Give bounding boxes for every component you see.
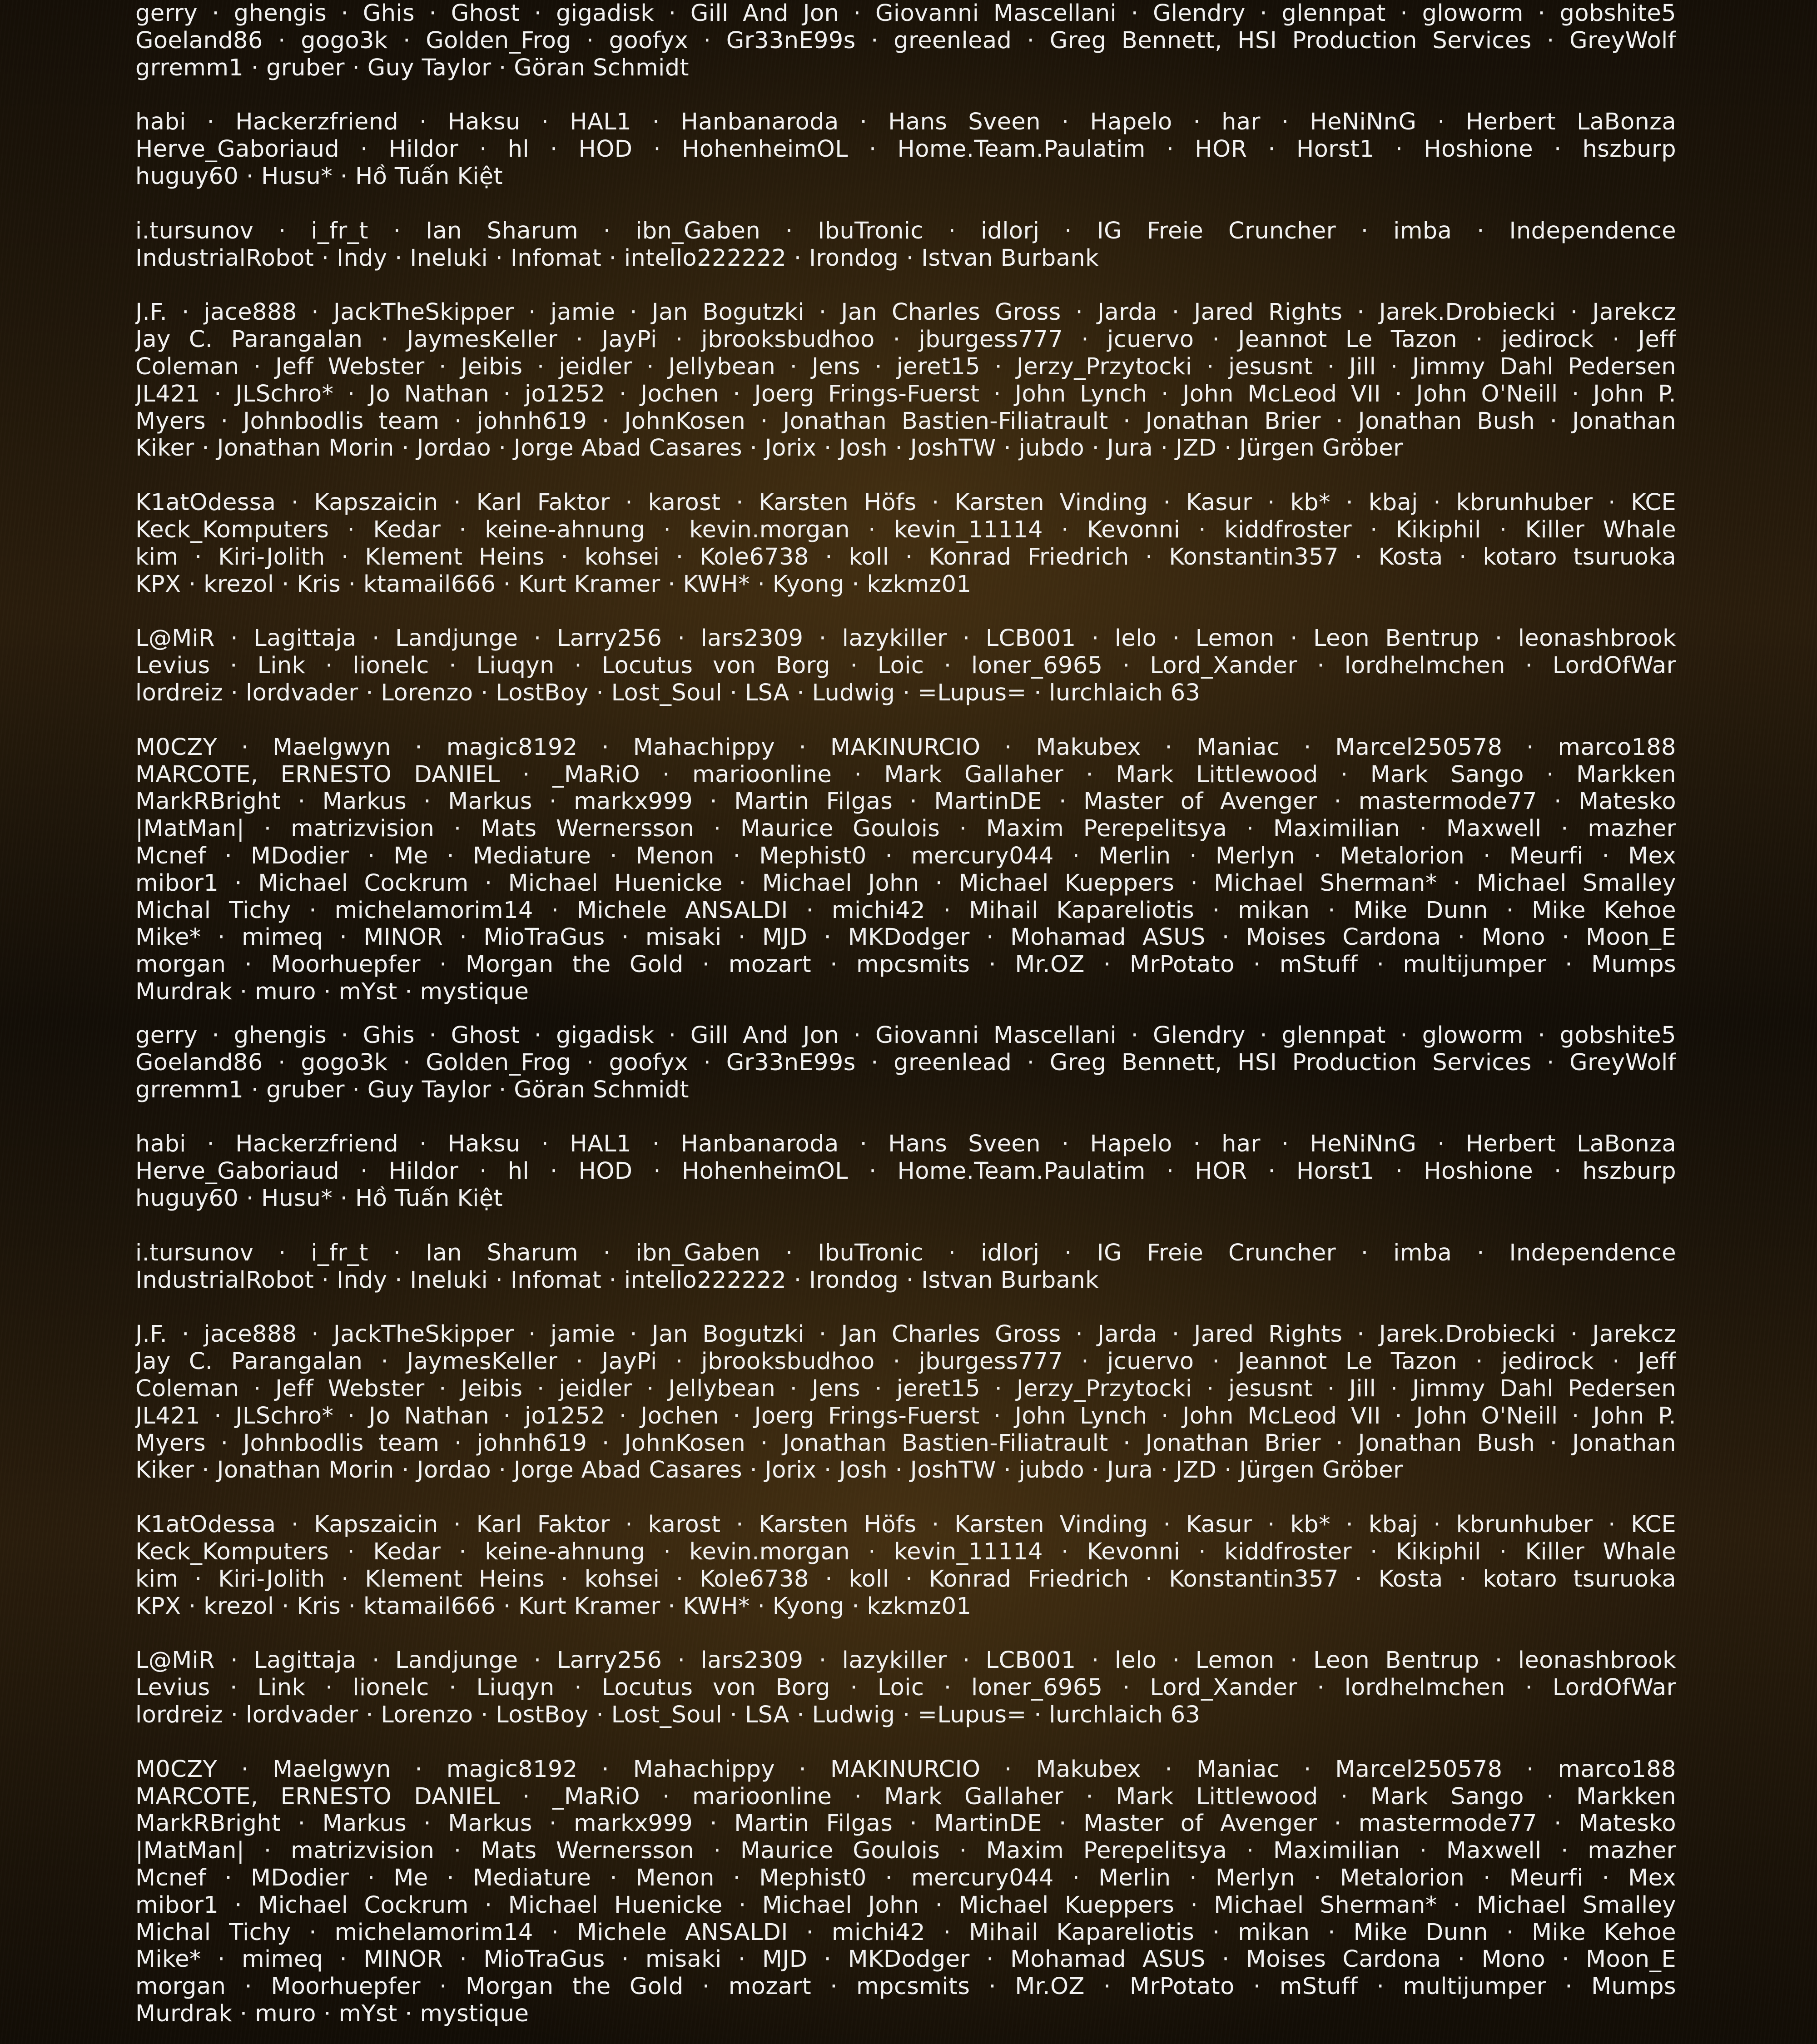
credits-line: morgan · Moorhuepfer · Morgan the Gold · mozart · mpcsmits · Mr.OZ · MrPotato · mStuff · multijumper · Mumps xyxy=(135,951,1676,978)
credits-section-i xyxy=(135,1240,1676,1294)
credits-line: Levius · Link · lionelc · Liuqyn · Locutus von Borg · Loic · loner_6965 · Lord_Xander · lordhelmchen · LordOfWar xyxy=(135,1674,1676,1702)
credits-line: M0CZY · Maelgwyn · magic8192 · Mahachippy · MAKINURCIO · Makubex · Maniac · Marcel250578 · marco188 xyxy=(135,734,1676,761)
credits-line: grremm1 · gruber · Guy Taylor · Göran Schmidt xyxy=(135,54,689,81)
credits-section-k xyxy=(135,1511,1676,1620)
credits-line: huguy60 · Husu* · Hồ Tuấn Kiệt xyxy=(135,1185,503,1212)
credits-line: i.tursunov · i_fr_t · Ian Sharum · ibn_Gaben · IbuTronic · idlorj · IG Freie Cruncher · imba · Independence xyxy=(135,217,1676,244)
credits-line: habi · Hackerzfriend · Haksu · HAL1 · Hanbanaroda · Hans Sveen · Hapelo · har · HeNiNnG · Herbert LaBonza xyxy=(135,1131,1676,1158)
credits-section-m xyxy=(135,1756,1676,2028)
credits-line: K1atOdessa · Kapszaicin · Karl Faktor · karost · Karsten Höfs · Karsten Vinding · Kasur · kb* · kbaj · kbrunhuber · KCE xyxy=(135,489,1676,516)
credits-line: Herve_Gaboriaud · Hildor · hl · HOD · HohenheimOL · Home.Team.Paulatim · HOR · Horst1 · Hoshione · hszburp xyxy=(135,136,1676,163)
credits-line: Goeland86 · gogo3k · Golden_Frog · goofyx · Gr33nE99s · greenlead · Greg Bennett, HSI Production Services · GreyWolf xyxy=(135,1049,1676,1076)
credits-line: Kiker · Jonathan Morin · Jordao · Jorge Abad Casares · Jorix · Josh · JoshTW · jubdo · Jura · JZD · Jürgen Gröber xyxy=(135,1457,1403,1484)
credits-section-h xyxy=(135,1131,1676,1212)
credits-line: kim · Kiri-Jolith · Klement Heins · kohsei · Kole6738 · koll · Konrad Friedrich · Konstantin357 · Kosta · kotaro tsuruoka xyxy=(135,1565,1676,1593)
credits-line: |MatMan| · matrizvision · Mats Wernersson · Maurice Goulois · Maxim Perepelitsya · Maximilian · Maxwell · mazher xyxy=(135,1837,1676,1865)
credits-section-m xyxy=(135,734,1676,1006)
credits-line: IndustrialRobot · Indy · Ineluki · Infomat · intello222222 · Irondog · Istvan Burbank xyxy=(135,1266,1099,1294)
credits-block xyxy=(135,1022,1676,2044)
credits-line: IndustrialRobot · Indy · Ineluki · Infomat · intello222222 · Irondog · Istvan Burbank xyxy=(135,244,1099,272)
credits-line: kim · Kiri-Jolith · Klement Heins · kohsei · Kole6738 · koll · Konrad Friedrich · Konstantin357 · Kosta · kotaro tsuruoka xyxy=(135,543,1676,571)
credits-line: Jay C. Parangalan · JaymesKeller · JayPi · jbrooksbudhoo · jburgess777 · jcuervo · Jeannot Le Tazon · jedirock · Jeff xyxy=(135,326,1676,353)
credits-section-l xyxy=(135,625,1676,706)
credits-line: MarkRBright · Markus · Markus · markx999 · Martin Filgas · MartinDE · Master of Avenger · mastermode77 · Matesko xyxy=(135,1810,1676,1837)
credits-section-h xyxy=(135,109,1676,190)
credits-line: morgan · Moorhuepfer · Morgan the Gold · mozart · mpcsmits · Mr.OZ · MrPotato · mStuff · multijumper · Mumps xyxy=(135,1973,1676,2000)
credits-line: Mcnef · MDodier · Me · Mediature · Menon · Mephist0 · mercury044 · Merlin · Merlyn · Metalorion · Meurfi · Mex xyxy=(135,1864,1676,1891)
credits-line: mibor1 · Michael Cockrum · Michael Huenicke · Michael John · Michael Kueppers · Michael Sherman* · Michael Smalley xyxy=(135,869,1676,897)
credits-section-k xyxy=(135,489,1676,598)
credits-line: Michal Tichy · michelamorim14 · Michele ANSALDI · michi42 · Mihail Kapareliotis · mikan · Mike Dunn · Mike Kehoe xyxy=(135,897,1676,924)
credits-line: Keck_Komputers · Kedar · keine-ahnung · kevin.morgan · kevin_11114 · Kevonni · kiddfroster · Kikiphil · Killer Whale xyxy=(135,516,1676,543)
credits-line: M0CZY · Maelgwyn · magic8192 · Mahachippy · MAKINURCIO · Makubex · Maniac · Marcel250578 · marco188 xyxy=(135,1756,1676,1783)
credits-line: mibor1 · Michael Cockrum · Michael Huenicke · Michael John · Michael Kueppers · Michael Sherman* · Michael Smalley xyxy=(135,1891,1676,1919)
credits-line: Murdrak · muro · mYst · mystique xyxy=(135,978,529,1005)
credits-line: Coleman · Jeff Webster · Jeibis · jeidler · Jellybean · Jens · jeret15 · Jerzy_Przytocki · jesusnt · Jill · Jimmy Dahl Pedersen xyxy=(135,353,1676,380)
credits-section-l xyxy=(135,1647,1676,1728)
credits-line: habi · Hackerzfriend · Haksu · HAL1 · Hanbanaroda · Hans Sveen · Hapelo · har · HeNiNnG · Herbert LaBonza xyxy=(135,109,1676,136)
credits-line: Goeland86 · gogo3k · Golden_Frog · goofyx · Gr33nE99s · greenlead · Greg Bennett, HSI Production Services · GreyWolf xyxy=(135,27,1676,54)
credits-section-j xyxy=(135,299,1676,462)
credits-line: L@MiR · Lagittaja · Landjunge · Larry256 · lars2309 · lazykiller · LCB001 · lelo · Lemon · Leon Bentrup · leonashbrook xyxy=(135,625,1676,652)
credits-line: MARCOTE, ERNESTO DANIEL · _MaRiO · marioonline · Mark Gallaher · Mark Littlewood · Mark Sango · Markken xyxy=(135,1783,1676,1810)
credits-line: grremm1 · gruber · Guy Taylor · Göran Schmidt xyxy=(135,1076,689,1103)
credits-line: Herve_Gaboriaud · Hildor · hl · HOD · HohenheimOL · Home.Team.Paulatim · HOR · Horst1 · Hoshione · hszburp xyxy=(135,1158,1676,1185)
credits-line: Myers · Johnbodlis team · johnh619 · JohnKosen · Jonathan Bastien-Filiatrault · Jonathan Brier · Jonathan Bush · Jonathan xyxy=(135,407,1676,435)
credits-line: J.F. · jace888 · JackTheSkipper · jamie · Jan Bogutzki · Jan Charles Gross · Jarda · Jared Rights · Jarek.Drobiecki · Jarekcz xyxy=(135,299,1676,326)
credits-line: Michal Tichy · michelamorim14 · Michele ANSALDI · michi42 · Mihail Kapareliotis · mikan · Mike Dunn · Mike Kehoe xyxy=(135,1919,1676,1946)
credits-line: Coleman · Jeff Webster · Jeibis · jeidler · Jellybean · Jens · jeret15 · Jerzy_Przytocki · jesusnt · Jill · Jimmy Dahl Pedersen xyxy=(135,1375,1676,1402)
credits-line: Mike* · mimeq · MINOR · MioTraGus · misaki · MJD · MKDodger · Mohamad ASUS · Moises Cardona · Mono · Moon_E xyxy=(135,1946,1676,1973)
credits-line: gerry · ghengis · Ghis · Ghost · gigadisk · Gill And Jon · Giovanni Mascellani · Glendry · glennpat · gloworm · gobshite5 xyxy=(135,0,1676,27)
credits-line: Jay C. Parangalan · JaymesKeller · JayPi · jbrooksbudhoo · jburgess777 · jcuervo · Jeannot Le Tazon · jedirock · Jeff xyxy=(135,1348,1676,1375)
credits-line: |MatMan| · matrizvision · Mats Wernersson · Maurice Goulois · Maxim Perepelitsya · Maximilian · Maxwell · mazher xyxy=(135,815,1676,843)
credits-line: Murdrak · muro · mYst · mystique xyxy=(135,2000,529,2027)
credits-line: Myers · Johnbodlis team · johnh619 · JohnKosen · Jonathan Bastien-Filiatrault · Jonathan Brier · Jonathan Bush · Jonathan xyxy=(135,1429,1676,1457)
credits-line: gerry · ghengis · Ghis · Ghost · gigadisk · Gill And Jon · Giovanni Mascellani · Glendry · glennpat · gloworm · gobshite5 xyxy=(135,1022,1676,1049)
credits-line: JL421 · JLSchro* · Jo Nathan · jo1252 · Jochen · Joerg Frings-Fuerst · John Lynch · John McLeod VII · John O'Neill · John P. xyxy=(135,1402,1676,1429)
credits-line: Kiker · Jonathan Morin · Jordao · Jorge Abad Casares · Jorix · Josh · JoshTW · jubdo · Jura · JZD · Jürgen Gröber xyxy=(135,435,1403,462)
credits-line: KPX · krezol · Kris · ktamail666 · Kurt Kramer · KWH* · Kyong · kzkmz01 xyxy=(135,571,972,598)
credits-section-i xyxy=(135,218,1676,272)
credits-line: Mcnef · MDodier · Me · Mediature · Menon · Mephist0 · mercury044 · Merlin · Merlyn · Metalorion · Meurfi · Mex xyxy=(135,842,1676,869)
credits-line: KPX · krezol · Kris · ktamail666 · Kurt Kramer · KWH* · Kyong · kzkmz01 xyxy=(135,1593,972,1620)
credits-line: Levius · Link · lionelc · Liuqyn · Locutus von Borg · Loic · loner_6965 · Lord_Xander · lordhelmchen · LordOfWar xyxy=(135,652,1676,680)
credits-line: MARCOTE, ERNESTO DANIEL · _MaRiO · marioonline · Mark Gallaher · Mark Littlewood · Mark Sango · Markken xyxy=(135,761,1676,788)
credits-scroll xyxy=(135,0,1676,2044)
credits-section-g xyxy=(135,1022,1676,1103)
credits-line: J.F. · jace888 · JackTheSkipper · jamie · Jan Bogutzki · Jan Charles Gross · Jarda · Jared Rights · Jarek.Drobiecki · Jarekcz xyxy=(135,1321,1676,1348)
credits-line: lordreiz · lordvader · Lorenzo · LostBoy · Lost_Soul · LSA · Ludwig · =Lupus= · lurchlaich 63 xyxy=(135,679,1201,706)
credits-section-j xyxy=(135,1321,1676,1484)
credits-line: lordreiz · lordvader · Lorenzo · LostBoy · Lost_Soul · LSA · Ludwig · =Lupus= · lurchlaich 63 xyxy=(135,1701,1201,1728)
credits-block xyxy=(135,0,1676,1022)
credits-line: L@MiR · Lagittaja · Landjunge · Larry256 · lars2309 · lazykiller · LCB001 · lelo · Lemon · Leon Bentrup · leonashbrook xyxy=(135,1647,1676,1674)
credits-line: MarkRBright · Markus · Markus · markx999 · Martin Filgas · MartinDE · Master of Avenger · mastermode77 · Matesko xyxy=(135,788,1676,815)
credits-line: K1atOdessa · Kapszaicin · Karl Faktor · karost · Karsten Höfs · Karsten Vinding · Kasur · kb* · kbaj · kbrunhuber · KCE xyxy=(135,1511,1676,1538)
credits-line: Mike* · mimeq · MINOR · MioTraGus · misaki · MJD · MKDodger · Mohamad ASUS · Moises Cardona · Mono · Moon_E xyxy=(135,924,1676,951)
credits-line: i.tursunov · i_fr_t · Ian Sharum · ibn_Gaben · IbuTronic · idlorj · IG Freie Cruncher · imba · Independence xyxy=(135,1239,1676,1266)
credits-section-g xyxy=(135,0,1676,81)
credits-line: Keck_Komputers · Kedar · keine-ahnung · kevin.morgan · kevin_11114 · Kevonni · kiddfroster · Kikiphil · Killer Whale xyxy=(135,1538,1676,1565)
credits-line: JL421 · JLSchro* · Jo Nathan · jo1252 · Jochen · Joerg Frings-Fuerst · John Lynch · John McLeod VII · John O'Neill · John P. xyxy=(135,380,1676,407)
credits-line: huguy60 · Husu* · Hồ Tuấn Kiệt xyxy=(135,163,503,190)
